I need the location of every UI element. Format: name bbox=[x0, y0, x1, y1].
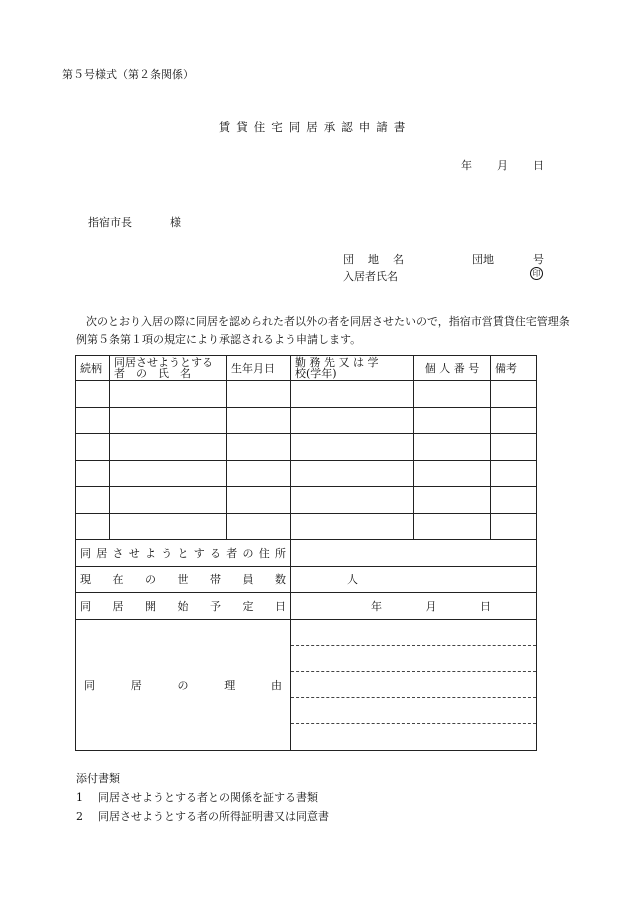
relation-cell[interactable] bbox=[76, 434, 110, 461]
label-char: す bbox=[193, 546, 205, 560]
label-char: せ bbox=[128, 546, 140, 560]
birthdate-cell[interactable] bbox=[227, 434, 291, 461]
date-year-label: 年 bbox=[461, 159, 472, 172]
label-char: 帯 bbox=[210, 573, 221, 587]
cohabitant-table bbox=[75, 355, 537, 751]
birthdate-cell[interactable] bbox=[227, 381, 291, 408]
address-row bbox=[76, 540, 537, 567]
attachment-number: 2 bbox=[76, 810, 83, 823]
start-day-label: 日 bbox=[480, 599, 491, 613]
label-char: 同 bbox=[80, 599, 91, 613]
relation-cell[interactable] bbox=[76, 460, 110, 487]
header-name bbox=[110, 356, 227, 381]
name-cell[interactable] bbox=[110, 487, 227, 514]
start-year-label: 年 bbox=[371, 599, 382, 613]
header-workplace-line1: 勤 務 先 又 は 学 bbox=[295, 356, 379, 369]
start-date-label bbox=[76, 593, 291, 620]
label-char: 数 bbox=[275, 573, 286, 587]
household-row bbox=[76, 566, 537, 593]
workplace-cell[interactable] bbox=[291, 487, 414, 514]
birthdate-cell[interactable] bbox=[227, 460, 291, 487]
workplace-cell[interactable] bbox=[291, 513, 414, 540]
label-char: 同 bbox=[84, 678, 95, 692]
attachments-title: 添付書類 bbox=[76, 772, 120, 785]
recipient-honorific: 様 bbox=[170, 216, 181, 229]
resident-name-label: 入居者氏名 bbox=[343, 270, 398, 283]
personal-number-cell[interactable] bbox=[414, 460, 491, 487]
reason-label bbox=[76, 619, 291, 750]
relation-cell[interactable] bbox=[76, 487, 110, 514]
header-name-line2: 者 の 氏 名 bbox=[114, 367, 191, 380]
label-char: う bbox=[161, 546, 173, 560]
table-row bbox=[76, 460, 537, 487]
household-label-text bbox=[80, 571, 286, 587]
label-char: 居 bbox=[130, 678, 142, 692]
reason-line bbox=[291, 698, 536, 724]
remarks-cell[interactable] bbox=[491, 513, 537, 540]
header-workplace bbox=[291, 356, 414, 381]
reason-line bbox=[291, 646, 536, 672]
header-birthdate: 生年月日 bbox=[227, 356, 291, 381]
table-row bbox=[76, 434, 537, 461]
label-char: よ bbox=[145, 546, 156, 560]
page-title: 賃貸住宅同居承認申請書 bbox=[218, 120, 412, 134]
attachment-text: 同居させようとする者の所得証明書又は同意書 bbox=[98, 810, 329, 823]
personal-number-cell[interactable] bbox=[414, 381, 491, 408]
remarks-cell[interactable] bbox=[491, 407, 537, 434]
remarks-cell[interactable] bbox=[491, 434, 537, 461]
household-field[interactable] bbox=[291, 566, 537, 593]
reason-line bbox=[291, 724, 536, 750]
workplace-cell[interactable] bbox=[291, 407, 414, 434]
danchi-label: 団地名 bbox=[343, 253, 418, 266]
household-unit: 人 bbox=[347, 573, 358, 587]
label-char: の bbox=[145, 573, 156, 587]
attachment-number: 1 bbox=[76, 791, 83, 804]
remarks-cell[interactable] bbox=[491, 381, 537, 408]
form-number: 第５号様式（第２条関係） bbox=[62, 68, 194, 81]
label-char: と bbox=[177, 546, 189, 560]
reason-line bbox=[291, 672, 536, 698]
workplace-cell[interactable] bbox=[291, 460, 414, 487]
start-date-label-text bbox=[80, 598, 286, 614]
relation-cell[interactable] bbox=[76, 513, 110, 540]
name-cell[interactable] bbox=[110, 460, 227, 487]
reason-label-text bbox=[80, 677, 286, 693]
table-row bbox=[76, 487, 537, 514]
label-char: さ bbox=[112, 546, 124, 560]
seal-icon: 印 bbox=[530, 267, 543, 280]
personal-number-cell[interactable] bbox=[414, 434, 491, 461]
label-char: の bbox=[242, 546, 254, 560]
birthdate-cell[interactable] bbox=[227, 513, 291, 540]
header-relation: 続柄 bbox=[76, 356, 110, 381]
start-month-label: 月 bbox=[425, 599, 437, 613]
table-row bbox=[76, 407, 537, 434]
label-char: 理 bbox=[224, 678, 236, 692]
label-char: 現 bbox=[80, 573, 91, 587]
label-char: 世 bbox=[177, 573, 189, 587]
table-row bbox=[76, 513, 537, 540]
header-personal-number: 個 人 番 号 bbox=[414, 356, 491, 381]
start-date-row bbox=[76, 593, 537, 620]
date-month-label: 月 bbox=[497, 159, 508, 172]
label-char: 定 bbox=[242, 599, 254, 613]
name-cell[interactable] bbox=[110, 434, 227, 461]
relation-cell[interactable] bbox=[76, 407, 110, 434]
name-cell[interactable] bbox=[110, 381, 227, 408]
reason-field[interactable] bbox=[291, 619, 537, 750]
workplace-cell[interactable] bbox=[291, 381, 414, 408]
remarks-cell[interactable] bbox=[491, 487, 537, 514]
label-char: 居 bbox=[96, 546, 108, 560]
room-number-unit: 号 bbox=[533, 253, 544, 266]
label-char: 居 bbox=[112, 599, 124, 613]
reason-line bbox=[291, 620, 536, 646]
application-statement: 次のとおり入居の際に同居を認められた者以外の者を同居させたいので，指宿市営賃貸住宅管理条例第５条第１項の規定により承認されるよう申請します。 bbox=[76, 315, 570, 346]
label-char: る bbox=[210, 546, 221, 560]
reason-row bbox=[76, 619, 537, 750]
birthdate-cell[interactable] bbox=[227, 407, 291, 434]
start-date-field[interactable] bbox=[291, 593, 537, 620]
attachment-text: 同居させようとする者との関係を証する書類 bbox=[98, 791, 318, 804]
personal-number-cell[interactable] bbox=[414, 513, 491, 540]
personal-number-cell[interactable] bbox=[414, 487, 491, 514]
label-char: 由 bbox=[271, 678, 282, 692]
household-label bbox=[76, 566, 291, 593]
label-char: 住 bbox=[258, 546, 270, 560]
header-remarks: 備考 bbox=[491, 356, 537, 381]
label-char: 所 bbox=[275, 546, 286, 560]
table-row bbox=[76, 381, 537, 408]
address-field[interactable] bbox=[291, 540, 537, 567]
attachment-item bbox=[76, 789, 318, 805]
label-char: 者 bbox=[226, 546, 238, 560]
recipient bbox=[88, 214, 181, 230]
label-char: 予 bbox=[210, 599, 221, 613]
birthdate-cell[interactable] bbox=[227, 487, 291, 514]
relation-cell[interactable] bbox=[76, 381, 110, 408]
header-workplace-line2: 校(学年) bbox=[295, 367, 337, 380]
address-label-text bbox=[80, 545, 286, 561]
label-char: 在 bbox=[112, 573, 124, 587]
recipient-name: 指宿市長 bbox=[88, 216, 132, 229]
header-name-line1: 同居させようとする bbox=[114, 356, 213, 369]
address-label bbox=[76, 540, 291, 567]
label-char: の bbox=[177, 678, 189, 692]
danchi-unit: 団地 bbox=[472, 253, 494, 266]
label-char: 開 bbox=[145, 599, 156, 613]
date-day-label: 日 bbox=[533, 159, 544, 172]
label-char: 日 bbox=[275, 599, 286, 613]
label-char: 同 bbox=[80, 546, 91, 560]
label-char: 始 bbox=[177, 599, 189, 613]
label-char: 員 bbox=[242, 573, 254, 587]
name-cell[interactable] bbox=[110, 513, 227, 540]
attachment-item bbox=[76, 808, 329, 824]
table-header-row bbox=[76, 356, 537, 381]
personal-number-cell[interactable] bbox=[414, 407, 491, 434]
workplace-cell[interactable] bbox=[291, 434, 414, 461]
remarks-cell[interactable] bbox=[491, 460, 537, 487]
name-cell[interactable] bbox=[110, 407, 227, 434]
